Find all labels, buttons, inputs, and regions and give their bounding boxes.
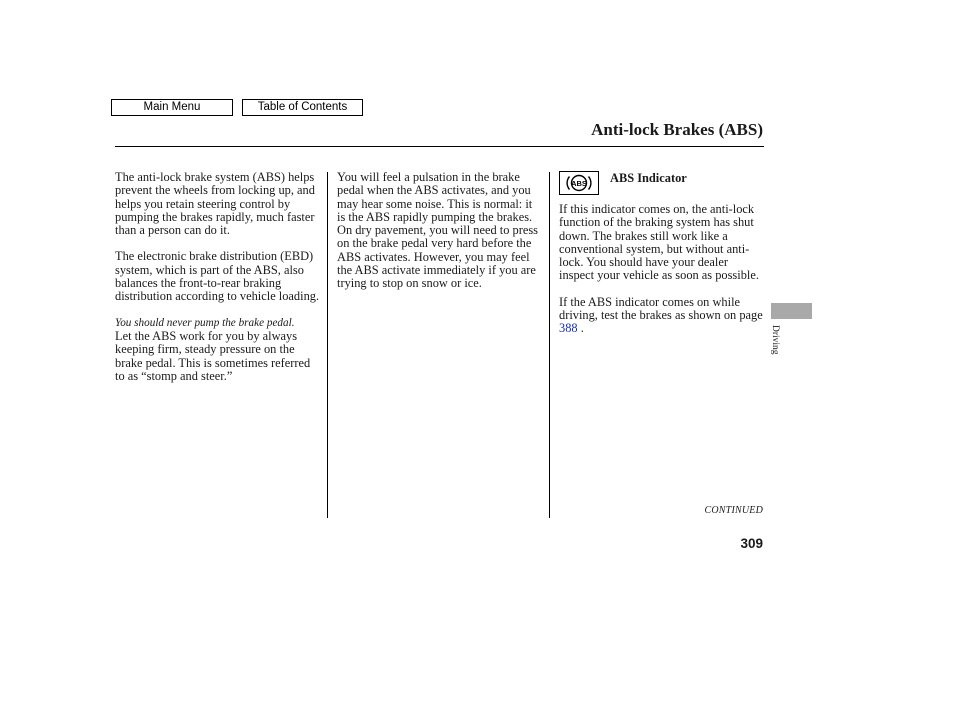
title-divider xyxy=(115,146,764,147)
page-title: Anti-lock Brakes (ABS) xyxy=(591,120,763,139)
pump-warning-text: Let the ABS work for you by always keeping firm, steady pressure on the brake pedal. This is sometimes referred to as “stomp and steer.” xyxy=(115,328,311,383)
table-of-contents-button[interactable]: Table of Contents xyxy=(242,99,363,116)
abs-intro-paragraph: The anti-lock brake system (ABS) helps prevent the wheels from locking up, and helps you retain steering control by pumping the brakes rapidly, much faster than a person can do it. xyxy=(115,170,315,238)
abs-indicator-title: ABS Indicator xyxy=(610,171,687,185)
column-2 xyxy=(337,171,543,304)
test-brakes-text: If the ABS indicator comes on while driving, test the brakes as shown on page xyxy=(559,294,763,323)
section-tab-marker xyxy=(771,303,812,319)
test-brakes-paragraph xyxy=(559,296,764,336)
page-number: 309 xyxy=(740,536,763,551)
page-388-link[interactable]: 388 xyxy=(559,321,578,336)
main-menu-button[interactable]: Main Menu xyxy=(111,99,233,116)
abs-indicator-header xyxy=(559,171,764,197)
abs-indicator-icon xyxy=(559,171,599,195)
pump-warning-heading: You should never pump the brake pedal. xyxy=(115,316,295,329)
pulsation-paragraph: You will feel a pulsation in the brake pedal when the ABS activates, and you may hear some noise. This is normal: it is the ABS rapidly pumping the brakes. On dry pavement, you will need to press on the brake pedal very hard before the ABS activates. However, you may feel the ABS activate immediately if you are trying to stop on snow or ice. xyxy=(337,170,538,291)
ebd-paragraph: The electronic brake distribution (EBD) system, which is part of the ABS, also balances the front-to-rear braking distribution according to vehicle loading. xyxy=(115,249,320,304)
column-divider-1 xyxy=(327,172,328,518)
section-label: Driving xyxy=(770,325,780,355)
continued-label: CONTINUED xyxy=(704,505,763,516)
test-brakes-period: . xyxy=(577,321,584,336)
pump-warning-paragraph xyxy=(115,317,321,383)
column-divider-2 xyxy=(549,172,550,518)
abs-icon-text: ABS xyxy=(571,178,587,188)
indicator-on-paragraph: If this indicator comes on, the anti-lock function of the braking system has shut down. The brakes still work like a conventional system, but without anti-lock. You should have your dealer inspect your vehicle as soon as possible. xyxy=(559,202,759,283)
column-1 xyxy=(115,171,321,396)
column-3 xyxy=(559,171,764,349)
